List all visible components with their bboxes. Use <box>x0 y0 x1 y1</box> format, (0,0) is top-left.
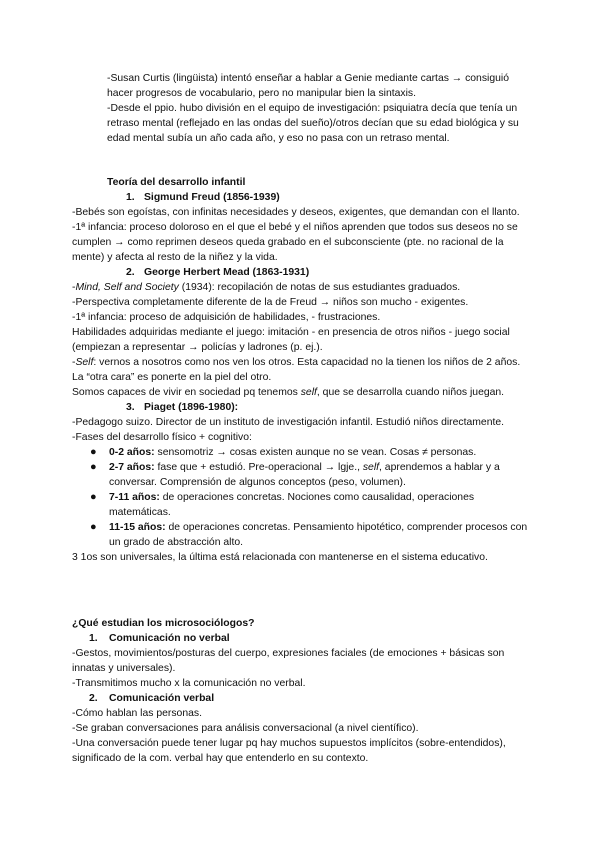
mead-line-1: -Perspectiva completamente diferente de la de Freud → niños son mucho - exigentes. <box>72 297 469 308</box>
mead-heading-text: George Herbert Mead (1863-1931) <box>144 267 310 278</box>
phase-item <box>72 490 532 520</box>
mead-society-line <box>72 385 532 400</box>
phase-item <box>72 460 532 490</box>
phase-label: 2-7 años: <box>109 462 155 473</box>
genie-line-2: -Desde el ppio. hubo división en el equipo de investigación: psiquiatra decía que tenía un retraso mental (reflejado en las ondas del sueño)/otros decían que su edad biológica y su edad mental subía un año cada año, y eso no pasa con un retraso mental. <box>107 103 519 144</box>
freud-heading <box>72 190 532 205</box>
mead-self-rest: : vernos a nosotros como nos ven los otros. Esta capacidad no la tienen los niños de 2 años. La “otra cara” es ponerte en la piel del otro. <box>72 357 521 383</box>
mead-heading <box>72 265 532 280</box>
genie-line-1: -Susan Curtis (lingüista) intentó enseñar a hablar a Genie mediante cartas → consiguió hacer progresos de vocabulario, pero no manipular bien la sintaxis. <box>107 73 509 99</box>
mead-num: 2. <box>126 267 135 278</box>
piaget-line-1: -Pedagogo suizo. Director de un instituto de investigación infantil. Estudió niños directamente. <box>72 417 505 428</box>
nonverbal-heading-text: Comunicación no verbal <box>109 633 230 644</box>
bullet-icon: ● <box>90 521 97 533</box>
phase-text: de operaciones concretas. Pensamiento hipotético, comprender procesos con un grado de abstracción alto. <box>109 522 528 548</box>
mead-self-word: Self <box>75 357 94 368</box>
freud-line-2: -1ª infancia: proceso doloroso en el que el bebé y el niños aprenden que todos sus deseos no se cumplen → como reprimen deseos queda grabado en el subconsciente (pte. no racional de la mente) y afecta al resto de la niñez y la vida. <box>72 222 518 263</box>
phase-text: sensomotriz → cosas existen aunque no se vean. Cosas ≠ personas. <box>154 447 477 458</box>
teoria-section <box>72 175 532 565</box>
freud-heading-text: Sigmund Freud (1856-1939) <box>144 192 280 203</box>
verbal-num: 2. <box>89 693 98 704</box>
phase-label: 11-15 años: <box>109 522 166 533</box>
phase-label: 7-11 años: <box>109 492 160 503</box>
mead-line-2: -1ª infancia: proceso de adquisición de habilidades, - frustraciones. <box>72 312 381 323</box>
piaget-line-2: -Fases del desarrollo físico + cognitivo: <box>72 432 252 443</box>
piaget-heading <box>72 400 532 415</box>
bullet-icon: ● <box>90 461 97 473</box>
mead-line-3: Habilidades adquiridas mediante el juego: imitación - en presencia de otros niños - juego social (empiezan a representar → policías y ladrones (p. ej.). <box>72 327 510 353</box>
nonverbal-line-1: -Gestos, movimientos/posturas del cuerpo, expresiones faciales (de emociones + básicas son innatas y universales). <box>72 648 505 674</box>
piaget-num: 3. <box>126 402 135 413</box>
verbal-line-2: -Se graban conversaciones para análisis conversacional (a nivel científico). <box>72 723 419 734</box>
nonverbal-num: 1. <box>89 633 98 644</box>
phase-text-after: , aprendemos a hablar y a conversar. Comprensión de algunos conceptos (peso, volumen). <box>109 462 500 488</box>
verbal-line-3: -Una conversación puede tener lugar pq hay muchos supuestos implícitos (sobre-entendidos), significado de la com. verbal hay que entenderlo en su contexto. <box>72 738 506 764</box>
teoria-title: Teoría del desarrollo infantil <box>107 177 246 188</box>
freud-num: 1. <box>126 192 135 203</box>
nonverbal-line-2: -Transmitimos mucho x la comunicación no verbal. <box>72 678 306 689</box>
bullet-icon: ● <box>90 491 97 503</box>
phase-label: 0-2 años: <box>109 447 155 458</box>
phase-self: self <box>362 462 380 473</box>
piaget-closing: 3 1os son universales, la última está relacionada con mantenerse en el sistema educativo. <box>72 552 488 563</box>
micro-section <box>72 616 532 766</box>
phase-text: de operaciones concretas. Nociones como causalidad, operaciones matemáticas. <box>109 492 475 518</box>
freud-line-1: -Bebés son egoístas, con infinitas necesidades y deseos, exigentes, que demandan con el llanto. <box>72 207 520 218</box>
verbal-heading-text: Comunicación verbal <box>109 693 215 704</box>
piaget-heading-text: Piaget (1896-1980): <box>144 402 239 413</box>
mead-society-before: Somos capaces de vivir en sociedad pq tenemos <box>72 387 301 398</box>
genie-notes <box>107 71 532 146</box>
mead-society-self: self <box>300 387 317 398</box>
bullet-icon: ● <box>90 446 97 458</box>
phase-text: fase que + estudió. Pre-operacional → lgje., <box>154 462 363 473</box>
mead-self-line: -Self: vernos a nosotros como nos ven los otros. Esta capacidad no la tienen los niños de 2 años. La “otra cara” es ponerte en la piel del otro. <box>72 357 521 383</box>
phase-item <box>72 445 532 460</box>
nonverbal-heading <box>72 631 532 646</box>
verbal-line-1: -Cómo hablan las personas. <box>72 708 202 719</box>
mead-book-line: -Mind, Self and Society (1934): recopilación de notas de sus estudiantes graduados. <box>72 282 461 293</box>
phase-item <box>72 520 532 550</box>
mead-book-rest: (1934): recopilación de notas de sus estudiantes graduados. <box>178 282 461 293</box>
micro-title: ¿Qué estudian los microsociólogos? <box>72 618 255 629</box>
verbal-heading <box>72 691 532 706</box>
mead-book-title: Mind, Self and Society <box>75 282 179 293</box>
mead-society-after: , que se desarrolla cuando niños juegan. <box>316 387 505 398</box>
